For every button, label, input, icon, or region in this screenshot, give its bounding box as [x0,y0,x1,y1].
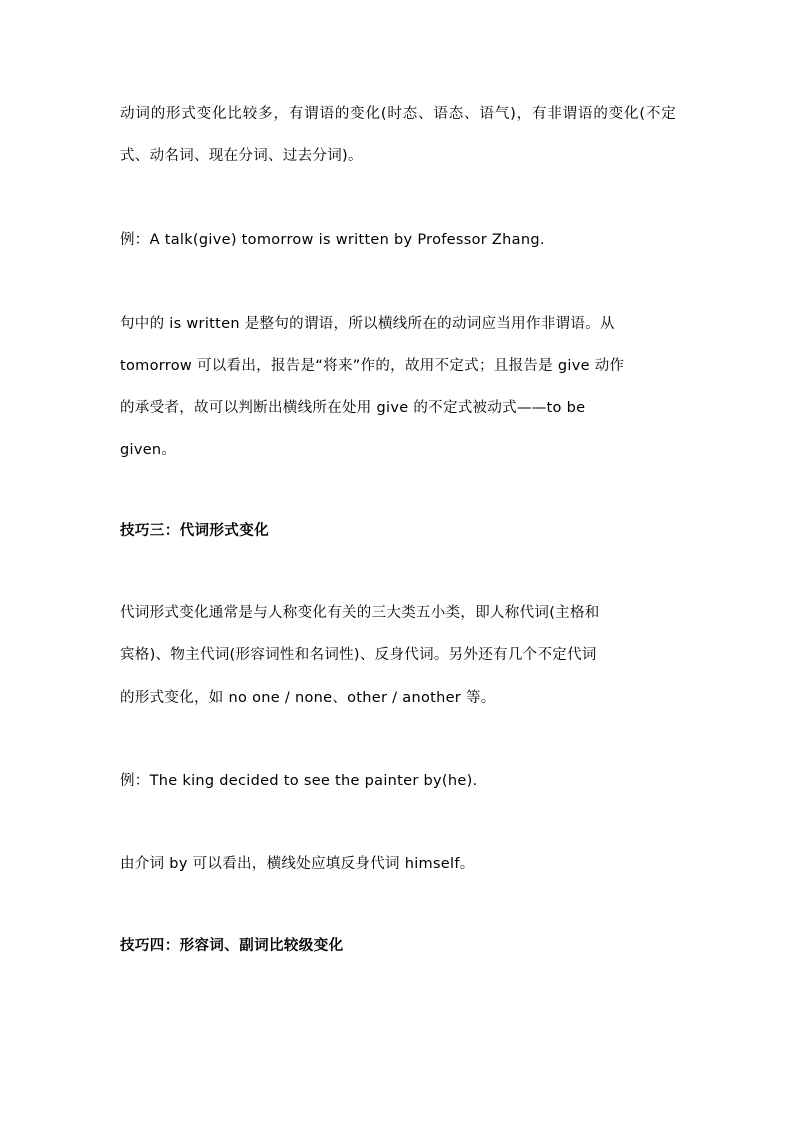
explanation-line-1: 句中的 is written 是整句的谓语，所以横线所在的动词应当用作非谓语。从 [120,316,615,332]
explanation-line-2: tomorrow 可以看出，报告是“将来”作的，故用不定式；且报告是 give 动作 [120,358,625,374]
verb-form-paragraph: 动词的形式变化比较多，有谓语的变化(时态、语态、语气)，有非谓语的变化(不定式、动名词、现在分词、过去分词)。 [120,106,676,164]
explanation-himself: 由介词 by 可以看出，横线处应填反身代词 himself。 [120,856,475,872]
example-1: 例：A talk(give) tomorrow is written by Professor Zhang. [120,232,545,248]
section-heading-4: 技巧四：形容词、副词比较级变化 [120,938,344,954]
explanation-line-4: given。 [120,442,177,458]
pronoun-line-2: 宾格)、物主代词(形容词性和名词性)、反身代词。另外还有几个不定代词 [120,647,597,663]
explanation-line-3: 的承受者，故可以判断出横线所在处用 give 的不定式被动式——to be [120,400,586,416]
pronoun-line-1: 代词形式变化通常是与人称变化有关的三大类五小类，即人称代词(主格和 [120,605,600,621]
pronoun-line-3: 的形式变化，如 no one / none、other / another 等。 [120,690,496,706]
section-heading-3: 技巧三：代词形式变化 [120,523,269,539]
example-2: 例：The king decided to see the painter by(he). [120,773,478,789]
